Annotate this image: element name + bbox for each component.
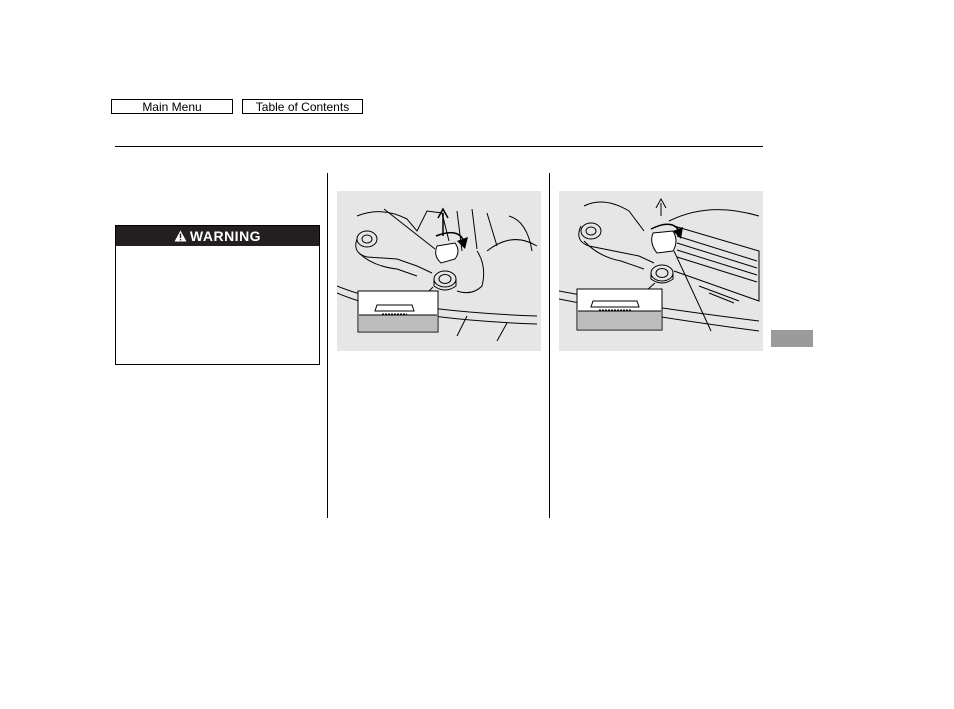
main-menu-button[interactable]: Main Menu <box>111 99 233 114</box>
warning-box <box>115 225 320 365</box>
warning-label: WARNING <box>189 228 262 244</box>
fill-cap-removal-illustration <box>337 191 541 351</box>
header-divider <box>115 146 763 147</box>
warning-triangle-icon <box>174 230 187 242</box>
section-tab-marker <box>771 330 813 347</box>
column-divider-right <box>549 173 550 518</box>
column-divider-left <box>327 173 328 518</box>
fill-cap-install-illustration <box>559 191 763 351</box>
figure-cap-install <box>559 191 763 351</box>
warning-header <box>116 226 319 246</box>
figure-cap-removal <box>337 191 541 351</box>
table-of-contents-button[interactable]: Table of Contents <box>242 99 363 114</box>
